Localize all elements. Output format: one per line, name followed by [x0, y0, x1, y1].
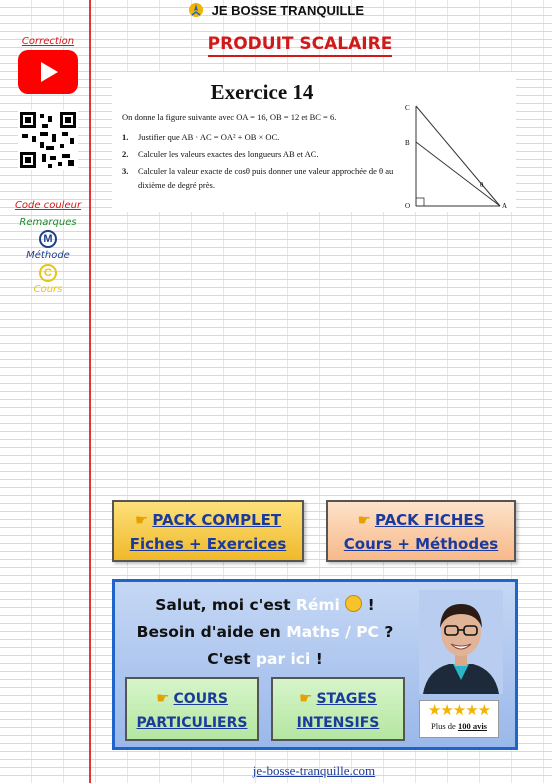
qr-code-icon[interactable] [18, 110, 78, 170]
stages-intensifs-button[interactable]: ☛ STAGES INTENSIFS [271, 677, 405, 741]
label-c: C [405, 104, 410, 112]
pack-fiches-button[interactable]: ☛ PACK FICHES Cours + Méthodes [326, 500, 516, 562]
correction-label: Correction [21, 36, 75, 47]
methode-icon: M [39, 230, 57, 248]
code-couleur-label: Code couleur [14, 200, 82, 211]
reviews-count: Plus de 100 avis [431, 721, 487, 731]
tutor-promo-box [112, 579, 518, 750]
triangle-figure [400, 102, 510, 210]
pointing-hand-icon: ☛ [156, 689, 170, 707]
label-theta: θ [480, 181, 484, 189]
margin-line [89, 0, 91, 783]
exercise-card [112, 72, 516, 212]
exercise-intro: On donne la figure suivante avec OA = 16, OB = 12 et BC = 6. [122, 112, 337, 122]
pointing-hand-icon: ☛ [357, 511, 371, 529]
cours-particuliers-button[interactable]: ☛ COURS PARTICULIERS [125, 677, 259, 741]
smile-emoji-icon [345, 595, 362, 612]
tutor-avatar [419, 590, 503, 694]
page-title: PRODUIT SCALAIRE [0, 34, 552, 54]
rating-badge [419, 700, 499, 738]
question-item: 2. Calculer les valeurs exactes des longueurs AB et AC. [122, 149, 319, 159]
label-o: O [405, 202, 411, 210]
brand-name: JE BOSSE TRANQUILLE [211, 2, 365, 18]
par-ici-link[interactable]: par ici [255, 650, 311, 668]
question-list [122, 130, 398, 192]
brand-header[interactable] [0, 2, 552, 21]
brand-logo-icon [188, 2, 204, 21]
label-a: A [502, 202, 508, 210]
website-link[interactable]: je-bosse-tranquille.com [252, 763, 376, 778]
pointing-hand-icon: ☛ [134, 511, 149, 529]
question-item: 3. Calculer la valeur exacte de cosθ puis donner une valeur approchée de θ au dixième de degré près. [122, 166, 394, 190]
pack-fiches-sublabel: Cours + Méthodes [343, 535, 499, 553]
label-b: B [405, 139, 410, 147]
youtube-icon[interactable] [18, 50, 78, 94]
sidebar [10, 36, 86, 295]
question-item: 1. Justifier que AB · AC = OA² + OB × OC. [122, 132, 280, 142]
remarques-label: Remarques [19, 217, 77, 228]
pack-complet-sublabel: Fiches + Exercices [129, 535, 287, 553]
pointing-hand-icon: ☛ [299, 689, 313, 707]
stars-icon: ★★★★★ [427, 702, 491, 719]
exercise-text [122, 110, 398, 195]
promo-text: Salut, moi c'est Rémi ! Besoin d'aide en Maths / PC ? C'est par ici ! [136, 596, 394, 668]
cours-icon: C [39, 264, 57, 282]
methode-label: Méthode [26, 250, 70, 261]
cours-label: Cours [33, 284, 63, 295]
pack-complet-button[interactable]: ☛ PACK COMPLET Fiches + Exercices [112, 500, 304, 562]
exercise-title: Exercice 14 [210, 80, 314, 104]
